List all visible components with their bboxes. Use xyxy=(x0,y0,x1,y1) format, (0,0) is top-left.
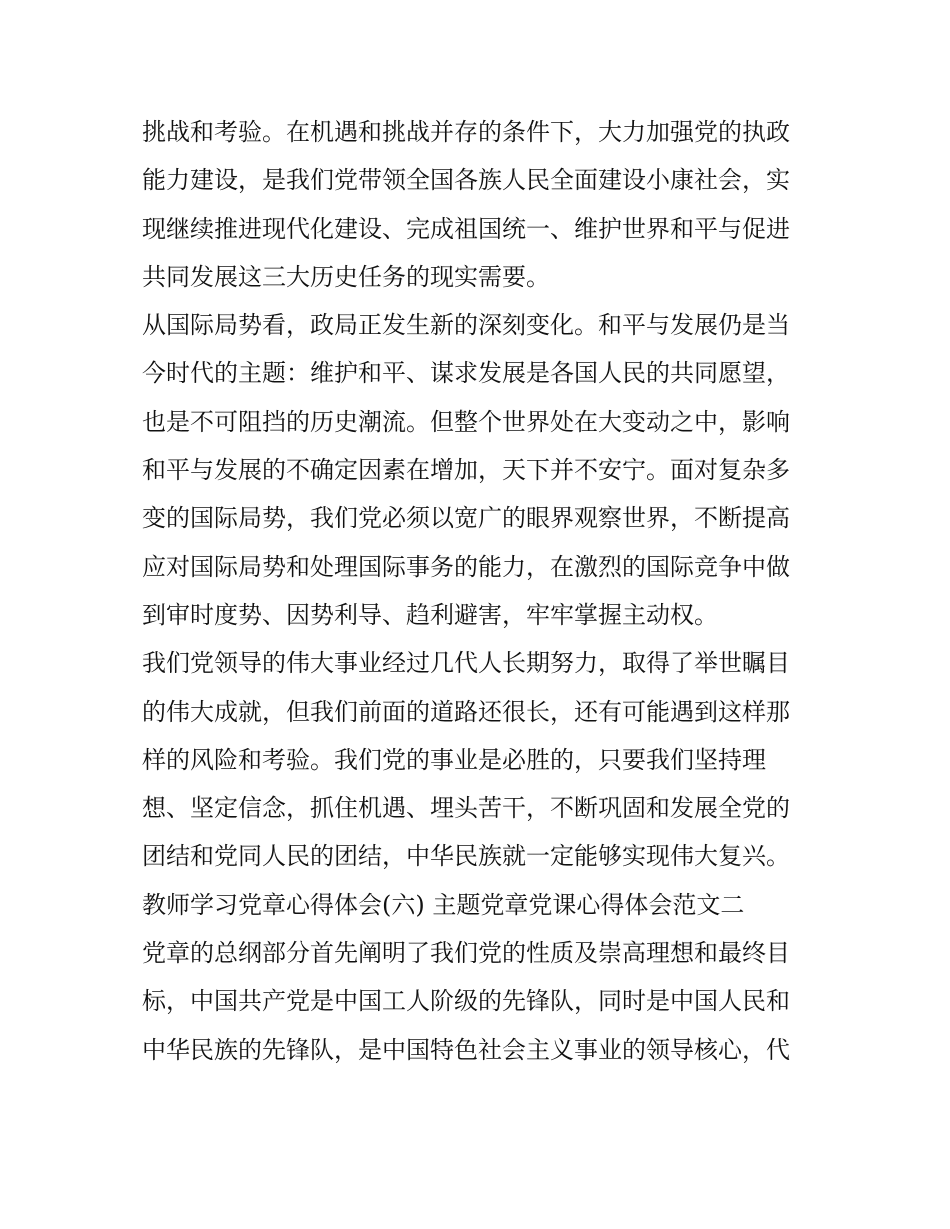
text-line: 样的风险和考验。我们党的事业是必胜的，只要我们坚持理 xyxy=(142,745,766,774)
text-line: 中华民族的先锋队，是中国特色社会主义事业的领导核心，代 xyxy=(142,1035,790,1064)
text-line: 挑战和考验。在机遇和挑战并存的条件下，大力加强党的执政 xyxy=(142,118,790,146)
text-line: 应对国际局势和处理国际事务的能力，在激烈的国际竞争中做 xyxy=(142,552,790,581)
text-line: 变的国际局势，我们党必须以宽广的眼界观察世界，不断提高 xyxy=(142,504,790,533)
text-line: 现继续推进现代化建设、完成祖国统一、维护世界和平与促进 xyxy=(142,214,790,243)
section-heading: 教师学习党章心得体会(六) 主题党章党课心得体会范文二 xyxy=(142,890,745,919)
text-line: 团结和党同人民的团结，中华民族就一定能够实现伟大复兴。 xyxy=(142,842,790,871)
text-line: 党章的总纲部分首先阐明了我们党的性质及崇高理想和最终目 xyxy=(142,939,790,968)
text-line: 和平与发展的不确定因素在增加，天下并不安宁。面对复杂多 xyxy=(142,456,790,485)
text-line: 的伟大成就，但我们前面的道路还很长，还有可能遇到这样那 xyxy=(142,697,790,726)
text-line: 到审时度势、因势利导、趋利避害，牢牢掌握主动权。 xyxy=(142,600,718,629)
text-line: 能力建设，是我们党带领全国各族人民全面建设小康社会，实 xyxy=(142,166,790,195)
text-line: 从国际局势看，政局正发生新的深刻变化。和平与发展仍是当 xyxy=(142,311,790,340)
text-line: 想、坚定信念，抓住机遇、埋头苦干，不断巩固和发展全党的 xyxy=(142,794,790,823)
text-line: 今时代的主题：维护和平、谋求发展是各国人民的共同愿望， xyxy=(142,359,790,388)
text-line: 标，中国共产党是中国工人阶级的先锋队，同时是中国人民和 xyxy=(142,987,790,1016)
text-line: 我们党领导的伟大事业经过几代人长期努力，取得了举世瞩目 xyxy=(142,649,790,678)
text-line: 也是不可阻挡的历史潮流。但整个世界处在大变动之中，影响 xyxy=(142,407,790,436)
document-body xyxy=(142,108,814,1074)
text-line: 共同发展这三大历史任务的现实需要。 xyxy=(142,262,550,291)
